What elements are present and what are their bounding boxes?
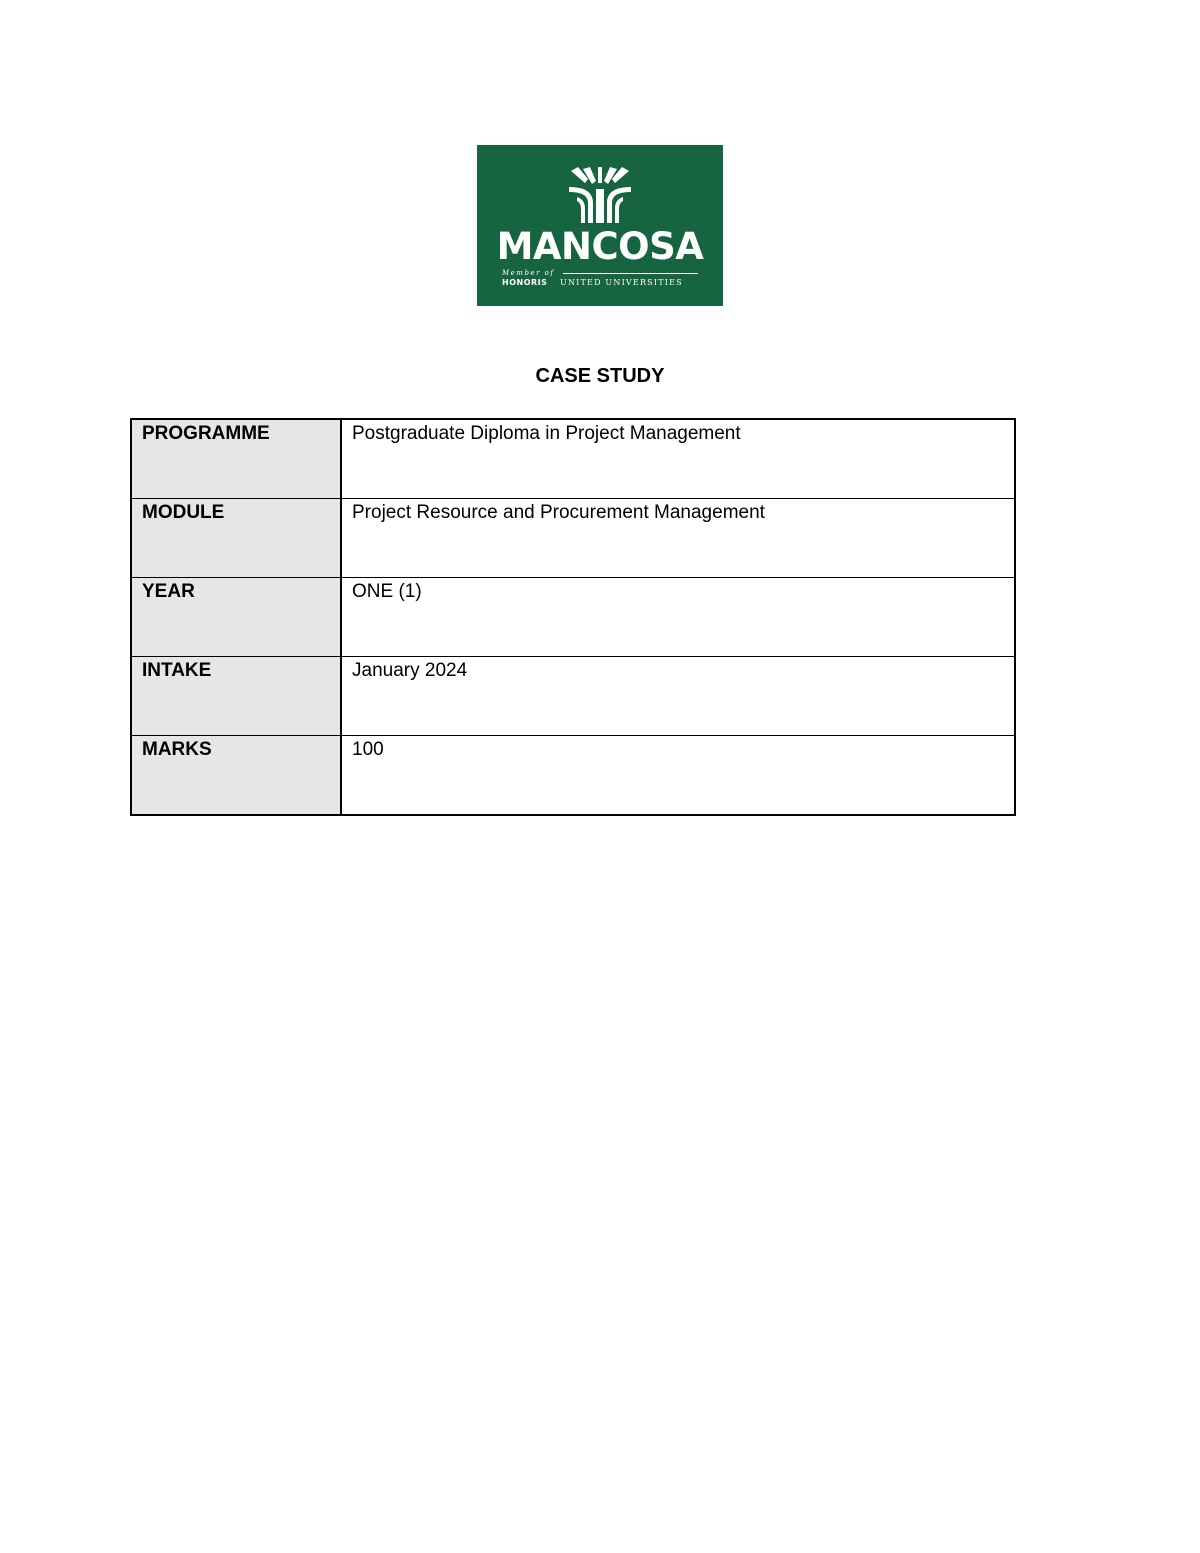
row-label-module: MODULE — [131, 499, 341, 578]
table-row — [131, 578, 1015, 657]
case-study-info-table — [130, 418, 1016, 816]
table-row — [131, 419, 1015, 499]
row-value-year: ONE (1) — [341, 578, 1015, 657]
row-label-year: YEAR — [131, 578, 341, 657]
table-row — [131, 499, 1015, 578]
row-value-module: Project Resource and Procurement Management — [341, 499, 1015, 578]
row-value-intake: January 2024 — [341, 657, 1015, 736]
row-label-programme: PROGRAMME — [131, 419, 341, 499]
table-row — [131, 736, 1015, 816]
row-label-intake: INTAKE — [131, 657, 341, 736]
row-label-marks: MARKS — [131, 736, 341, 816]
row-value-programme: Postgraduate Diploma in Project Management — [341, 419, 1015, 499]
logo-wordmark: MANCOSA — [496, 225, 704, 268]
tree-emblem-icon — [569, 167, 631, 223]
row-value-marks: 100 — [341, 736, 1015, 816]
mancosa-logo — [477, 145, 723, 306]
logo-network-rest: UNITED UNIVERSITIES — [560, 278, 683, 287]
logo-network-bold: HONORIS — [502, 278, 548, 287]
logo-divider — [563, 273, 698, 274]
table-row — [131, 657, 1015, 736]
document-title: CASE STUDY — [535, 365, 665, 387]
logo-member-text: Member of — [502, 269, 555, 277]
